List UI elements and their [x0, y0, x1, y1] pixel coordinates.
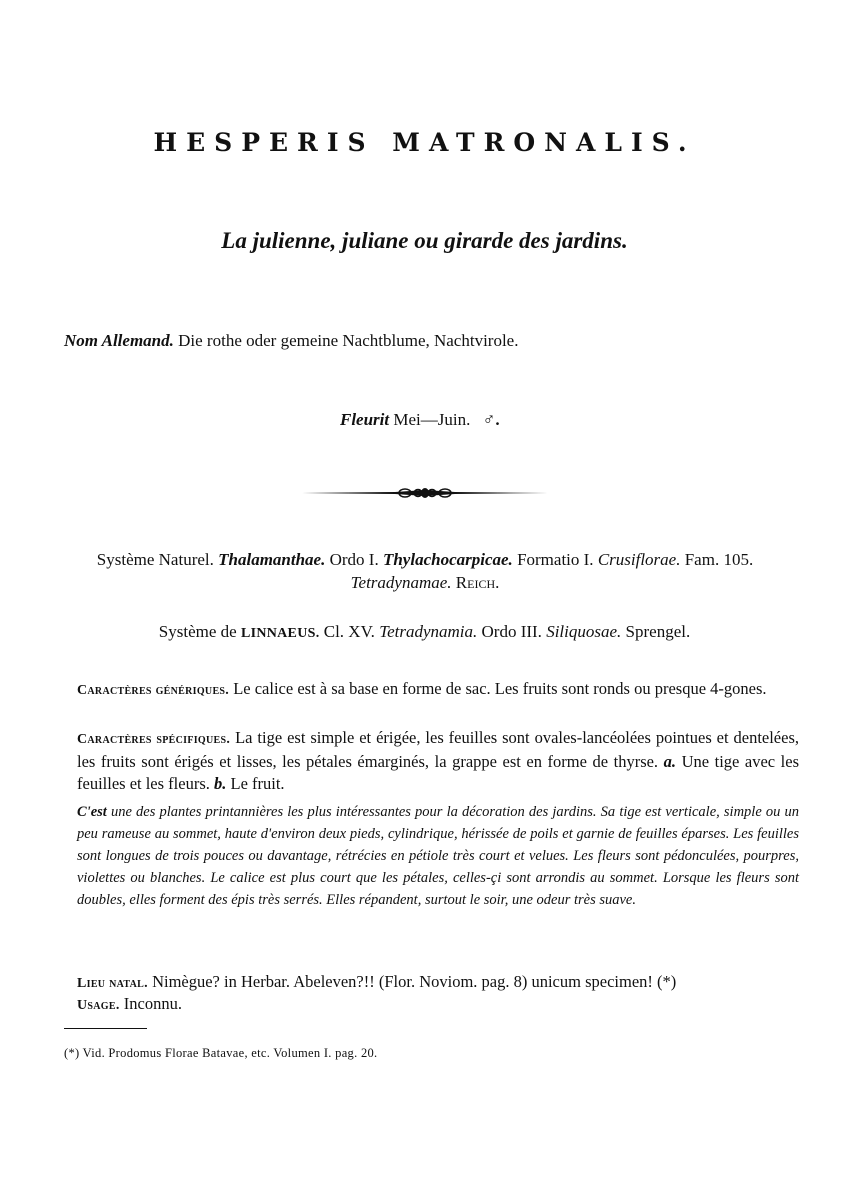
habitat-line [77, 972, 799, 992]
figure-ref-b: b. [214, 774, 227, 793]
systeme-naturel-class: Thalamanthae. [218, 550, 326, 569]
usage-line [77, 994, 182, 1014]
german-name-line [64, 331, 518, 351]
footnote: (*) Vid. Prodomus Florae Batavae, etc. Volumen I. pag. 20. [64, 1046, 378, 1060]
description-paragraph [77, 801, 799, 911]
generic-characters [77, 678, 799, 702]
systeme-naturel-formatio: Crusiflorae. [597, 550, 681, 569]
habitat-label: Lieu natal. [77, 976, 148, 991]
habitat-text: Nimègue? in Herbar. Abeleven?!! (Flor. Noviom. pag. 8) unicum specimen! (*) [152, 972, 677, 991]
systeme-linnaeus-class: Cl. XV. [323, 622, 375, 641]
systeme-naturel-family: Tetradynamae. [350, 573, 452, 592]
systeme-linnaeus-ordo: Ordo III. [481, 622, 542, 641]
specific-characters-label: Caractères spécifiques. [77, 732, 231, 747]
systeme-linnaeus [0, 622, 849, 642]
german-name-label: Nom Allemand. [64, 331, 174, 350]
specific-characters-text: La tige est simple et érigée, les feuilles sont ovales-lancéolées pointues et dentelées, les fruits sont érigés et lisses, les pétales émarginés, la grappe est en forme de thyrse. [77, 728, 800, 771]
systeme-naturel-ordo-label: Ordo I. [329, 550, 379, 569]
figure-ref-a: a. [663, 752, 676, 771]
systeme-naturel-ordo: Thylachocarpicae. [382, 550, 513, 569]
systeme-naturel-fam: Fam. 105. [684, 550, 754, 569]
figure-ref-a-text: Une tige avec les feuilles et les fleurs. [77, 752, 800, 793]
systeme-naturel-author: Reich. [455, 573, 500, 592]
description-text: une des plantes printannières les plus intéressantes pour la décoration des jardins. Sa tige est verticale, simple ou un peu rameuse au sommet, haute d'environ deux pieds, cylindrique, hérissée de poils et garnie de feuilles éparses. Les feuilles sont longues de trois pouces ou davantage, rétrécies en pétiole très court et velues. Les fleurs sont pédonculées, pourpres, violettes ou blanches. Le calice est plus court que les pétales, celles-çi sont arrondis au sommet. Lorsque les fleurs sont doubles, elles forment des épis très serrés. Elles répandent, surtout le soir, une odeur très suave. [77, 804, 800, 908]
generic-characters-text: Le calice est à sa base en forme de sac. Les fruits sont ronds ou presque 4-gones. [233, 679, 767, 698]
systeme-linnaeus-class-name: Tetradynamia. [379, 622, 478, 641]
flowering-text: Mei—Juin. [393, 410, 471, 429]
flowering-line [340, 410, 500, 430]
usage-label: Usage. [77, 998, 120, 1013]
description-lead: C'est [77, 804, 107, 820]
systeme-linnaeus-label: Système de [158, 622, 237, 641]
specific-characters [77, 727, 799, 795]
usage-text: Inconnu. [123, 994, 182, 1013]
systeme-naturel-label: Système Naturel. [96, 550, 214, 569]
systeme-linnaeus-name: LINNAEUS. [240, 626, 320, 641]
ornament-divider [300, 484, 550, 502]
generic-characters-label: Caractères génériques. [77, 683, 230, 698]
figure-ref-b-text: Le fruit. [230, 774, 285, 793]
systeme-naturel-formatio-label: Formatio I. [517, 550, 594, 569]
page-subtitle: La julienne, juliane ou girarde des jardins. [221, 228, 628, 253]
systeme-linnaeus-ordo-name: Siliquosae. [546, 622, 622, 641]
flowering-label: Fleurit [340, 410, 390, 429]
footnote-rule [64, 1028, 147, 1029]
biennial-symbol: ♂. [482, 410, 500, 429]
german-name-text: Die rothe oder gemeine Nachtblume, Nachtvirole. [178, 331, 519, 350]
systeme-linnaeus-author: Sprengel. [625, 622, 691, 641]
systeme-naturel [60, 548, 790, 594]
page-title: HESPERIS MATRONALIS. [153, 128, 696, 157]
